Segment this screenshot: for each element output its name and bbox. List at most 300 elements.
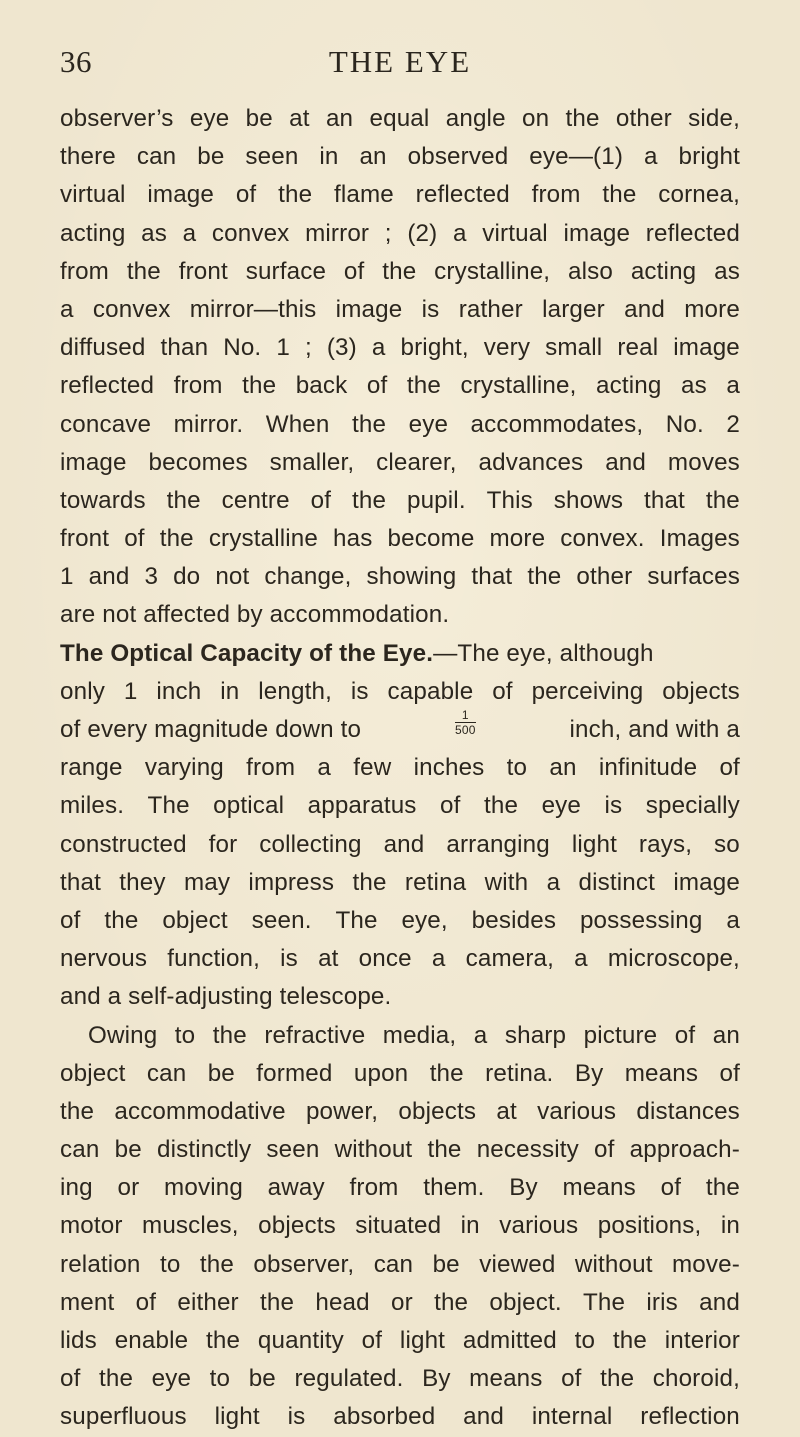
word: of — [361, 1327, 383, 1354]
word: the — [434, 1288, 469, 1316]
word: equal — [369, 105, 430, 132]
word: at — [289, 105, 310, 132]
word: head — [315, 1288, 370, 1316]
text-line — [60, 1360, 740, 1398]
word: motor — [60, 1212, 123, 1240]
word: relation — [60, 1250, 141, 1278]
word: the — [126, 257, 161, 285]
word: collecting — [259, 830, 362, 858]
text-line — [60, 176, 740, 214]
word: retina — [404, 868, 467, 896]
page-header — [60, 44, 740, 84]
word: be — [114, 1136, 142, 1164]
word: reflected — [645, 219, 740, 247]
word: approach- — [629, 1136, 740, 1164]
word: is — [287, 1403, 306, 1431]
word: image — [673, 334, 740, 362]
word: of — [492, 677, 513, 705]
word: from — [173, 372, 223, 400]
word: the — [602, 181, 637, 209]
word: retina. — [485, 1059, 554, 1087]
word: varying — [144, 754, 224, 782]
word: 2 — [726, 410, 740, 438]
word: crystalline, — [434, 257, 551, 285]
word: the — [527, 563, 562, 591]
word: objects — [398, 1097, 477, 1125]
word: objects — [662, 677, 740, 705]
text-line — [60, 1207, 740, 1245]
word: eye — [151, 1365, 192, 1393]
word: of — [135, 1288, 157, 1316]
word: as — [680, 372, 707, 400]
word: No. — [223, 334, 262, 362]
word: capable — [387, 677, 474, 705]
word: the — [166, 486, 201, 514]
word: the — [199, 1250, 234, 1278]
word: microscope, — [607, 945, 740, 973]
word: 1 — [123, 677, 138, 705]
word: bright — [678, 143, 740, 171]
word: and — [624, 295, 665, 323]
word: the — [612, 1327, 647, 1354]
word: in — [720, 1212, 740, 1240]
word: larger — [542, 295, 605, 323]
word: object — [162, 906, 228, 934]
word: arranging — [446, 830, 550, 858]
word: more — [684, 295, 740, 323]
word: image — [147, 181, 215, 209]
text-line — [60, 1055, 740, 1093]
text-line — [60, 1017, 740, 1055]
word: of — [674, 1021, 696, 1049]
word: regulated. — [294, 1365, 404, 1393]
word: angle — [445, 105, 506, 132]
text-line — [60, 940, 740, 978]
word: reflected — [60, 372, 155, 400]
text-line — [60, 1246, 740, 1284]
word: crystalline, — [460, 372, 577, 400]
word: be — [207, 1059, 235, 1087]
word: from — [60, 257, 109, 285]
word: small — [545, 334, 603, 362]
text-line: and a self-adjusting telescope. — [60, 983, 392, 1011]
word: of — [594, 1136, 615, 1164]
word: than — [160, 334, 209, 362]
word: accommodative — [114, 1097, 286, 1125]
word: smaller, — [269, 448, 355, 476]
word: situated — [355, 1212, 442, 1240]
text-line — [60, 406, 740, 444]
text-line — [60, 215, 740, 253]
word: do — [173, 563, 201, 591]
text-line-with-fraction — [60, 708, 740, 749]
word: not — [215, 563, 250, 591]
word: observed — [407, 143, 509, 171]
word: muscles, — [142, 1212, 239, 1240]
word: from — [531, 181, 581, 209]
word: rays, — [638, 830, 693, 858]
word: nervous — [60, 945, 148, 973]
word: can — [60, 1136, 100, 1164]
word: cornea, — [658, 181, 740, 209]
word: to — [209, 1365, 231, 1393]
word: mirror—this — [189, 295, 317, 323]
word: distinctly — [156, 1136, 252, 1164]
text-line: are not affected by accommodation. — [60, 601, 450, 629]
word: a — [546, 868, 561, 896]
word: of — [60, 1365, 81, 1393]
word: become — [387, 525, 475, 553]
word: quantity — [257, 1327, 344, 1354]
word: of — [310, 486, 332, 514]
word: as — [714, 257, 740, 285]
word: mirror — [305, 219, 370, 247]
word: picture — [583, 1021, 658, 1049]
text-segment: inch, and with a — [569, 716, 740, 743]
text-line — [60, 1131, 740, 1169]
word: they — [119, 868, 166, 896]
word: with — [484, 868, 529, 896]
text-line — [60, 902, 740, 940]
word: power, — [305, 1097, 379, 1125]
word: the — [406, 372, 441, 400]
text-line — [60, 100, 740, 138]
word: a — [182, 219, 197, 247]
word: the — [242, 372, 277, 400]
word: By — [422, 1365, 451, 1393]
word: refractive — [264, 1021, 366, 1049]
word: seen — [266, 1136, 320, 1164]
word: only — [60, 677, 105, 705]
word: of — [235, 181, 257, 209]
word: internal — [531, 1403, 613, 1431]
word: 1 — [276, 334, 290, 362]
word: concave — [60, 410, 152, 438]
word: various — [537, 1097, 617, 1125]
word: necessity — [476, 1136, 579, 1164]
word: them. — [423, 1174, 485, 1202]
word: besides — [471, 906, 557, 934]
word: towards — [60, 486, 146, 514]
word: at — [318, 945, 339, 973]
word: convex. — [560, 525, 645, 553]
word: back — [295, 372, 348, 400]
word: objects — [258, 1212, 336, 1240]
word: change, — [264, 563, 352, 591]
word: reflection — [640, 1403, 740, 1431]
word: a — [574, 945, 588, 973]
word: distances — [636, 1097, 740, 1125]
word: reflected — [415, 181, 510, 209]
word: observer, — [253, 1250, 355, 1278]
word: the — [352, 486, 387, 514]
word: (3) — [326, 334, 357, 362]
word: away — [267, 1174, 325, 1202]
word: ; — [304, 334, 312, 362]
word: means — [562, 1174, 636, 1202]
text-line — [60, 253, 740, 291]
word: showing — [366, 563, 457, 591]
word: interior — [664, 1327, 740, 1354]
fraction — [455, 709, 475, 747]
word: various — [499, 1212, 579, 1240]
text-line — [60, 749, 740, 787]
section-heading: The Optical Capacity of the Eye. — [60, 639, 434, 667]
word: function, — [167, 945, 261, 973]
word: pupil. — [406, 486, 466, 514]
word: front — [178, 257, 228, 285]
word: is — [604, 792, 623, 820]
word: light — [399, 1327, 446, 1354]
word: without — [334, 1136, 413, 1164]
word: to — [574, 1327, 596, 1354]
word: that — [643, 486, 685, 514]
word: a — [643, 143, 658, 171]
word: convex — [211, 219, 290, 247]
word: eye — [189, 105, 230, 132]
word: other — [576, 563, 633, 591]
word: of — [719, 754, 740, 782]
word: absorbed — [333, 1403, 436, 1431]
word: superfluous — [60, 1403, 187, 1431]
word: surfaces — [647, 563, 740, 591]
word: eye, — [401, 906, 448, 934]
word: that — [471, 563, 513, 591]
word: light — [571, 830, 617, 858]
word: image — [335, 295, 403, 323]
word: the — [99, 1365, 134, 1393]
word: media, — [382, 1021, 457, 1049]
word: By — [574, 1059, 604, 1087]
text-line — [60, 1322, 740, 1360]
word: virtual — [60, 181, 126, 209]
word: a — [726, 906, 740, 934]
word: No. — [665, 410, 704, 438]
word: formed — [256, 1059, 333, 1087]
word: apparatus — [307, 792, 417, 820]
word: can — [373, 1250, 414, 1278]
word: The — [335, 906, 378, 934]
text-line — [60, 1093, 740, 1131]
word: side, — [688, 105, 740, 132]
word: without — [574, 1250, 653, 1278]
word: seen — [245, 143, 299, 171]
text-line — [60, 826, 740, 864]
word: of — [60, 906, 81, 934]
word: may — [183, 868, 231, 896]
word: of — [366, 372, 388, 400]
word: acting — [60, 219, 126, 247]
word: an — [712, 1021, 740, 1049]
text-line — [60, 291, 740, 329]
word: ment — [60, 1288, 115, 1316]
word: sharp — [504, 1021, 567, 1049]
word: in — [460, 1212, 480, 1240]
word: and — [88, 563, 130, 591]
word: the — [429, 1059, 464, 1087]
text-line — [60, 367, 740, 405]
word: very — [483, 334, 531, 362]
word: surface — [245, 257, 327, 285]
word: that — [60, 868, 101, 896]
word: The — [582, 1288, 626, 1316]
word: the — [382, 257, 417, 285]
word: can — [136, 143, 177, 171]
word: an — [359, 143, 387, 171]
word: also — [568, 257, 613, 285]
text-line — [60, 864, 740, 902]
word: infinitude — [598, 754, 698, 782]
word: lids — [60, 1327, 97, 1354]
word: be — [197, 143, 225, 171]
word: a — [371, 334, 386, 362]
word: the — [60, 1097, 95, 1125]
word: and — [463, 1403, 504, 1431]
word: length, — [258, 677, 332, 705]
word: eye—(1) — [529, 143, 624, 171]
word: When — [265, 410, 330, 438]
word: virtual — [482, 219, 548, 247]
word: the — [352, 868, 387, 896]
word: be — [248, 1365, 276, 1393]
word: viewed — [479, 1250, 556, 1278]
word: on — [521, 105, 550, 132]
word: a — [317, 754, 331, 782]
word: observer’s — [60, 105, 174, 132]
word: means — [469, 1365, 543, 1393]
word: the — [212, 1021, 247, 1049]
word: admitted — [462, 1327, 557, 1354]
word: acting — [596, 372, 662, 400]
text-line — [60, 520, 740, 558]
text-line — [60, 1398, 740, 1436]
word: the — [352, 410, 387, 438]
word: 3 — [144, 563, 159, 591]
word: ; — [384, 219, 392, 247]
word: light — [214, 1403, 260, 1431]
word: is — [421, 295, 440, 323]
text-line — [60, 787, 740, 825]
word: inch — [156, 677, 202, 705]
word: inches — [413, 754, 485, 782]
word: other — [615, 105, 672, 132]
word: and — [605, 448, 647, 476]
word: in — [319, 143, 339, 171]
word: shows — [553, 486, 624, 514]
word: the — [565, 105, 600, 132]
word: the — [484, 792, 519, 820]
word: the — [260, 1288, 295, 1316]
word: mirror. — [173, 410, 244, 438]
word: centre — [221, 486, 290, 514]
word: at — [496, 1097, 517, 1125]
word: image — [60, 448, 127, 476]
word: rather — [458, 295, 523, 323]
word: the — [705, 486, 740, 514]
word: in — [220, 677, 240, 705]
word: the — [600, 1365, 635, 1393]
word: becomes — [148, 448, 248, 476]
text-line — [60, 1284, 740, 1322]
word: an — [325, 105, 354, 132]
text-line — [60, 138, 740, 176]
word: to — [174, 1021, 196, 1049]
word: specially — [645, 792, 740, 820]
word: the — [278, 181, 313, 209]
word: moves — [667, 448, 740, 476]
word: iris — [646, 1288, 678, 1316]
text-line — [60, 1169, 740, 1207]
word: as — [141, 219, 167, 247]
fraction-denominator: 500 — [455, 723, 476, 737]
word: from — [246, 754, 296, 782]
fraction-numerator: 1 — [455, 709, 475, 723]
word: perceiving — [531, 677, 644, 705]
section-heading-continuation: —The eye, although — [433, 639, 654, 667]
text-line — [60, 482, 740, 520]
word: the — [159, 525, 194, 553]
word: more — [489, 525, 546, 553]
word: the — [206, 1327, 241, 1354]
word: to — [506, 754, 528, 782]
word: and — [383, 830, 425, 858]
word: is — [350, 677, 369, 705]
word: move- — [672, 1250, 740, 1278]
word: distinct — [578, 868, 655, 896]
word: image — [673, 868, 740, 896]
word: bright, — [400, 334, 469, 362]
word: or — [117, 1174, 140, 1202]
word: camera, — [465, 945, 555, 973]
running-head: THE EYE — [328, 44, 472, 79]
word: of — [561, 1365, 582, 1393]
word: to — [159, 1250, 181, 1278]
word: has — [333, 525, 373, 553]
word: of — [719, 1059, 740, 1087]
word: can — [146, 1059, 187, 1087]
word: the — [104, 906, 139, 934]
word: a — [726, 372, 740, 400]
word: moving — [164, 1174, 243, 1202]
word: acting — [630, 257, 697, 285]
word: a — [60, 295, 74, 323]
text-line — [60, 444, 740, 482]
section-heading-line — [60, 635, 740, 673]
word: crystalline — [208, 525, 318, 553]
word: is — [280, 945, 298, 973]
word: so — [714, 830, 740, 858]
text-line — [60, 673, 740, 711]
word: a — [453, 219, 467, 247]
word: upon — [353, 1059, 409, 1087]
word: object. — [489, 1288, 562, 1316]
text-line — [60, 329, 740, 367]
word: miles. — [60, 792, 125, 820]
text-line — [60, 558, 740, 596]
word: diffused — [60, 334, 146, 362]
word: and — [699, 1288, 740, 1316]
word: front — [60, 525, 110, 553]
word: (2) — [407, 219, 438, 247]
word: positions, — [597, 1212, 702, 1240]
word: be — [245, 105, 273, 132]
word: or — [391, 1288, 413, 1316]
word: few — [353, 754, 392, 782]
word: clearer, — [376, 448, 457, 476]
word: the — [427, 1136, 462, 1164]
word: of — [343, 257, 365, 285]
word: once — [358, 945, 412, 973]
